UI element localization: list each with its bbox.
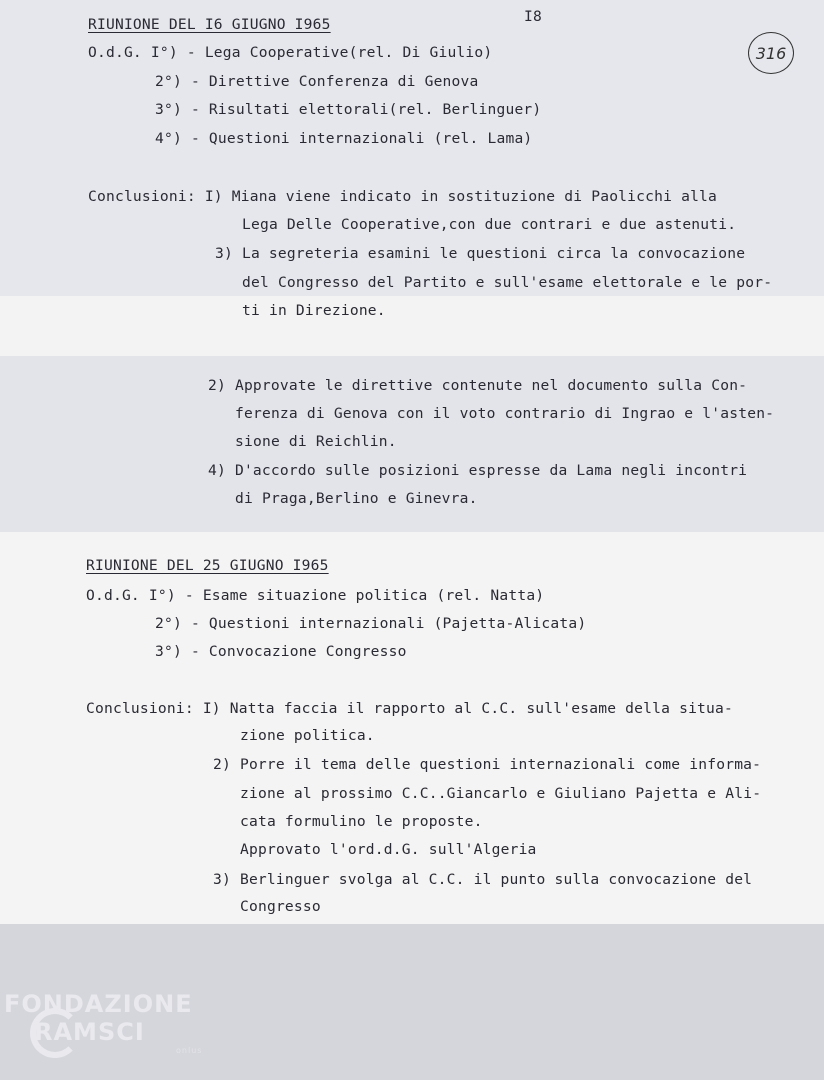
meeting1-conclusion-line: del Congresso del Partito e sull'esame elettorale e le por- — [242, 274, 773, 291]
meeting2-conclusion-line: cata formulino le proposte. — [240, 813, 483, 830]
meeting1-conclusion-line: ferenza di Genova con il voto contrario di Ingrao e l'asten- — [235, 405, 775, 422]
meeting2-conclusion-line: Approvato l'ord.d.G. sull'Algeria — [240, 841, 537, 858]
meeting1-agenda-item: 3°) - Risultati elettorali(rel. Berlinguer) — [155, 101, 542, 118]
meeting2-agenda-item: 3°) - Convocazione Congresso — [155, 643, 407, 660]
meeting1-conclusion-line: 2) Approvate le direttive contenute nel documento sulla Con- — [208, 377, 748, 394]
meeting1-conclusion-line: Lega Delle Cooperative,con due contrari e due astenuti. — [242, 216, 737, 233]
meeting2-conclusion-line: 2) Porre il tema delle questioni internazionali come informa- — [213, 756, 762, 773]
meeting1-title: RIUNIONE DEL I6 GIUGNO I965 — [88, 16, 331, 33]
meeting1-agenda-item: O.d.G. I°) - Lega Cooperative(rel. Di Giulio) — [88, 44, 493, 61]
meeting1-conclusion-line: ti in Direzione. — [242, 302, 386, 319]
meeting1-conclusion-line: di Praga,Berlino e Ginevra. — [235, 490, 478, 507]
archive-stamp: 316 — [748, 32, 794, 74]
paper-strip-overlay-1 — [0, 296, 824, 356]
watermark-line1: FONDAZIONE — [4, 990, 193, 1018]
meeting1-agenda-item: 2°) - Direttive Conferenza di Genova — [155, 73, 479, 90]
meeting2-conclusion-line: Conclusioni: I) Natta faccia il rapporto al C.C. sull'esame della situa- — [86, 700, 734, 717]
meeting2-agenda-item: O.d.G. I°) - Esame situazione politica (rel. Natta) — [86, 587, 545, 604]
meeting2-conclusion-line: Congresso — [240, 898, 321, 915]
meeting2-conclusion-line: zione politica. — [240, 727, 375, 744]
meeting1-conclusion-line: 4) D'accordo sulle posizioni espresse da Lama negli incontri — [208, 462, 748, 479]
meeting1-conclusion-line: Conclusioni: I) Miana viene indicato in sostituzione di Paolicchi alla — [88, 188, 718, 205]
watermark-line3: onlus — [176, 1046, 203, 1055]
meeting2-title: RIUNIONE DEL 25 GIUGNO I965 — [86, 557, 329, 574]
meeting2-conclusion-line: zione al prossimo C.C..Giancarlo e Giuliano Pajetta e Ali- — [240, 785, 762, 802]
watermark-line2: RAMSCI — [34, 1018, 145, 1046]
page-number: I8 — [524, 8, 542, 25]
meeting2-conclusion-line: 3) Berlinguer svolga al C.C. il punto sulla convocazione del — [213, 871, 753, 888]
meeting1-agenda-item: 4°) - Questioni internazionali (rel. Lama) — [155, 130, 533, 147]
meeting1-conclusion-line: sione di Reichlin. — [235, 433, 397, 450]
meeting1-conclusion-line: 3) La segreteria esamini le questioni circa la convocazione — [215, 245, 746, 262]
meeting2-agenda-item: 2°) - Questioni internazionali (Pajetta-Alicata) — [155, 615, 587, 632]
